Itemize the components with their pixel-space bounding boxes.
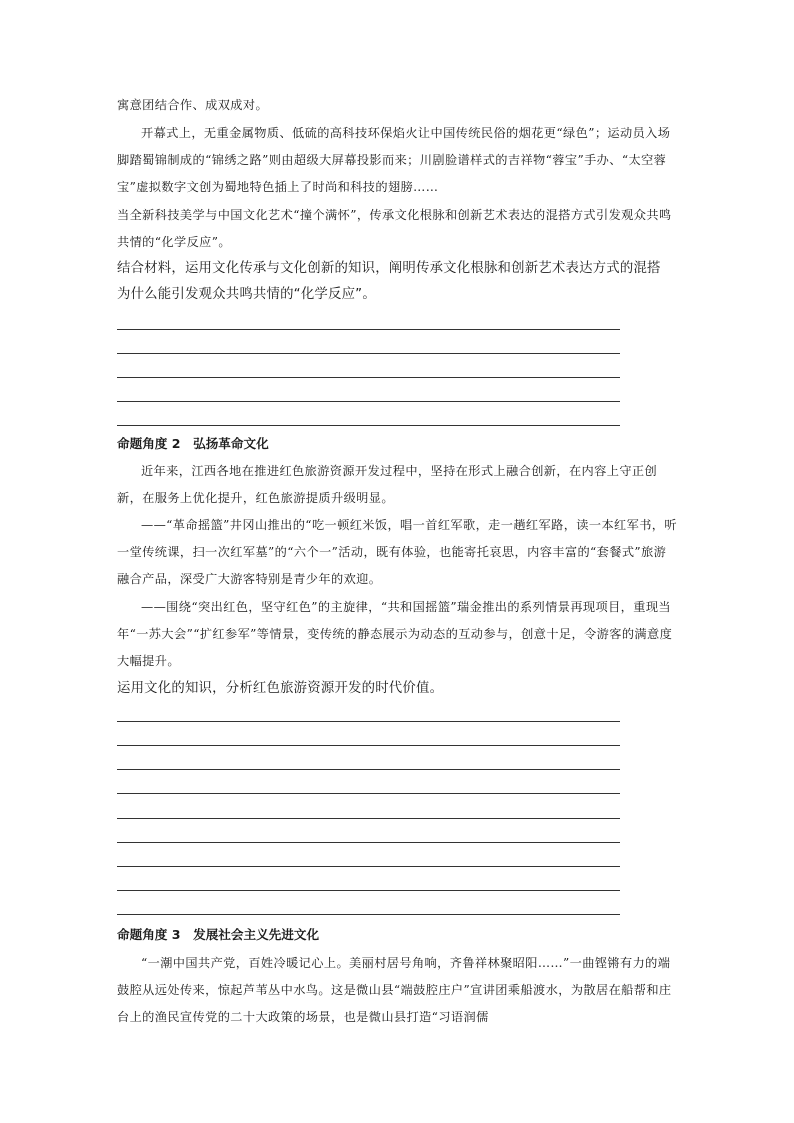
paragraph-intro-end: 寓意团结合作、成双成对。 xyxy=(117,98,269,112)
answer-line[interactable] xyxy=(117,329,620,330)
answer-line[interactable] xyxy=(117,818,620,819)
answer-line[interactable] xyxy=(117,353,620,354)
section-heading-3: 命题角度 3 发展社会主义先进文化 xyxy=(117,927,320,942)
question-2: 运用文化的知识，分析红色旅游资源开发的时代价值。 xyxy=(117,681,444,696)
paragraph-jinggangshan: ——“革命摇篮”井冈山推出的“吃一顿红米饭，唱一首红军歌，走一趟红军路，读一本红军书，听一堂传统课，扫一次红军墓”的“六个一”活动，既有体验，也能寄托哀思，内容丰富的“套餐式”旅游融合产品，深受广大游客特别是青少年的欢迎。 xyxy=(117,518,677,586)
answer-line[interactable] xyxy=(117,890,620,891)
question-1: 结合材料，运用文化传承与文化创新的知识，阐明传承文化根脉和创新艺术表达方式的混搭为什么能引发观众共鸣共情的“化学反应”。 xyxy=(117,261,661,302)
answer-line[interactable] xyxy=(117,793,620,794)
answer-line[interactable] xyxy=(117,745,620,746)
answer-line[interactable] xyxy=(117,914,620,915)
paragraph-chemical-reaction: 当全新科技美学与中国文化艺术“撞个满怀”，传承文化根脉和创新艺术表达的混搭方式引发观众共鸣共情的“化学反应”。 xyxy=(117,208,672,249)
paragraph-jiangxi: 近年来，江西各地在推进红色旅游资源开发过程中，坚持在形式上融合创新，在内容上守正创新，在服务上优化提升，红色旅游提质升级明显。 xyxy=(117,464,658,505)
paragraph-opening-ceremony: 开幕式上，无重金属物质、低硫的高科技环保焰火让中国传统民俗的烟花更“绿色”；运动员入场脚踏蜀锦制成的“锦绣之路”则由超级大屏幕投影而来；川剧脸谱样式的吉祥物“蓉宝”手办、“太空蓉宝”虚拟数字文创为蜀地特色插上了时尚和科技的翅膀…… xyxy=(117,126,671,194)
paragraph-ruijin: ——围绕“突出红色，坚守红色”的主旋律，“共和国摇篮”瑞金推出的系列情景再现项目，重现当年“一苏大会”“扩红参军”等情景，变传统的静态展示为动态的互动参与，创意十足，令游客的满意度大幅提升。 xyxy=(117,600,673,668)
answer-line[interactable] xyxy=(117,425,620,426)
answer-line[interactable] xyxy=(117,769,620,770)
answer-line[interactable] xyxy=(117,401,620,402)
answer-line[interactable] xyxy=(117,866,620,867)
section-heading-2: 命题角度 2 弘扬革命文化 xyxy=(117,436,269,451)
answer-line[interactable] xyxy=(117,842,620,843)
answer-line[interactable] xyxy=(117,721,620,722)
paragraph-duangu-qiang: “一潮中国共产党，百姓冷暖记心上。美丽村居号角响，齐鲁祥林聚昭阳……”一曲铿锵有力的端鼓腔从远处传来，惊起芦苇丛中水鸟。这是微山县“端鼓腔庄户”宣讲团乘船渡水，为散居在船帮和庄台上的渔民宣传党的二十大政策的场景，也是微山县打造“习语润儒 xyxy=(117,956,672,1024)
answer-line[interactable] xyxy=(117,377,620,378)
